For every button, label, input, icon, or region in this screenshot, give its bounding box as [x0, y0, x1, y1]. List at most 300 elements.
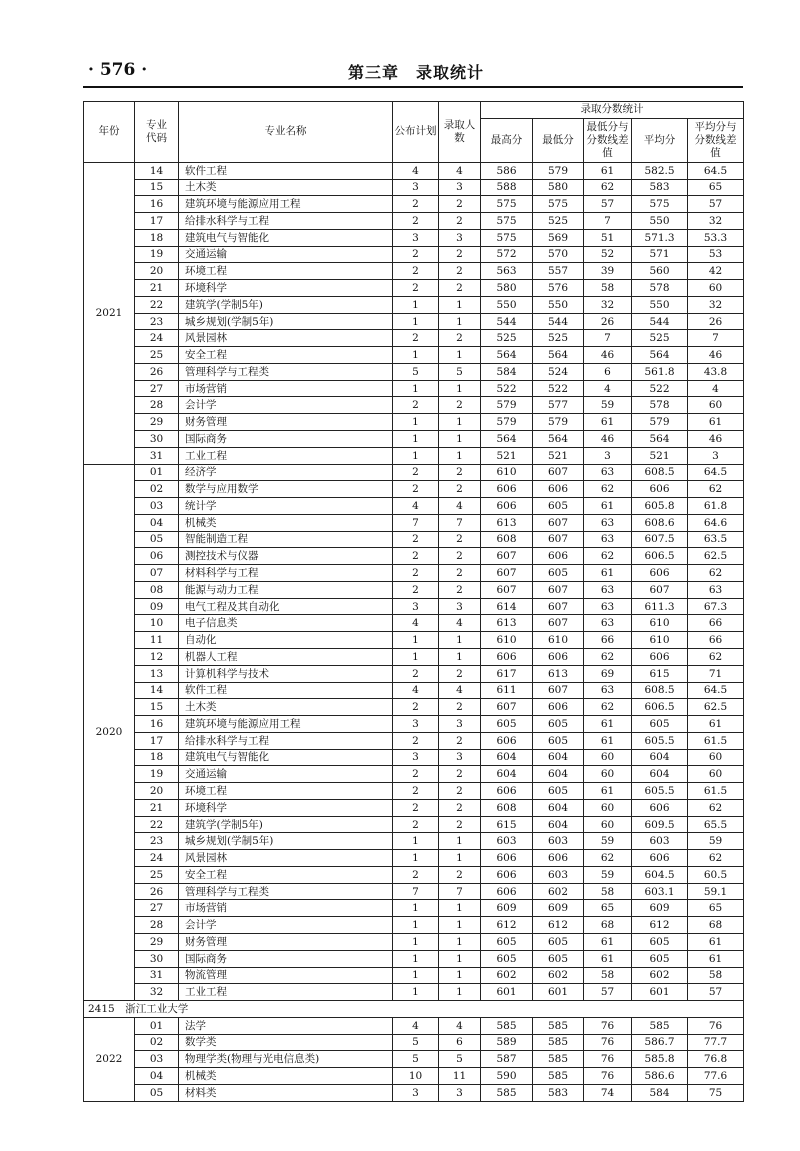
plan-count-cell: 2 [393, 766, 439, 783]
header-rule [83, 86, 743, 88]
avg-gap-cell: 63 [688, 581, 744, 598]
table-row [84, 866, 744, 883]
avg-score-cell: 604 [632, 766, 688, 783]
major-code-cell: 27 [135, 900, 179, 917]
avg-score-cell: 586.6 [632, 1068, 688, 1085]
plan-count-cell: 3 [393, 749, 439, 766]
min-score-cell: 522 [533, 380, 584, 397]
avg-gap-cell: 62 [688, 799, 744, 816]
plan-count-cell: 2 [393, 665, 439, 682]
avg-gap-cell: 76.8 [688, 1051, 744, 1068]
max-score-cell: 550 [481, 296, 533, 313]
major-code-cell: 24 [135, 330, 179, 347]
max-score-cell: 605 [481, 716, 533, 733]
min-score-cell: 607 [533, 581, 584, 598]
plan-count-cell: 2 [393, 263, 439, 280]
major-name-cell: 建筑电气与智能化 [179, 749, 393, 766]
admitted-count-cell: 1 [439, 380, 481, 397]
min-score-cell: 585 [533, 1068, 584, 1085]
plan-count-cell: 2 [393, 732, 439, 749]
avg-score-cell: 606.5 [632, 548, 688, 565]
avg-score-cell: 560 [632, 263, 688, 280]
table-row [84, 615, 744, 632]
avg-gap-cell: 75 [688, 1084, 744, 1101]
avg-gap-cell: 53.3 [688, 229, 744, 246]
max-score-cell: 604 [481, 749, 533, 766]
table-row [84, 1017, 744, 1034]
table-row [84, 665, 744, 682]
min-gap-cell: 76 [584, 1017, 632, 1034]
major-name-cell: 软件工程 [179, 682, 393, 699]
major-code-cell: 30 [135, 950, 179, 967]
major-code-cell: 15 [135, 699, 179, 716]
admitted-count-cell: 7 [439, 883, 481, 900]
avg-score-cell: 584 [632, 1084, 688, 1101]
max-score-cell: 612 [481, 917, 533, 934]
admitted-count-cell: 2 [439, 280, 481, 297]
plan-count-cell: 1 [393, 632, 439, 649]
plan-count-cell: 4 [393, 682, 439, 699]
max-score-cell: 580 [481, 280, 533, 297]
major-name-cell: 土木类 [179, 179, 393, 196]
plan-count-cell: 10 [393, 1068, 439, 1085]
major-code-cell: 01 [135, 464, 179, 481]
major-code-cell: 18 [135, 229, 179, 246]
table-row [84, 280, 744, 297]
table-row [84, 883, 744, 900]
min-score-cell: 570 [533, 246, 584, 263]
plan-count-cell: 2 [393, 213, 439, 230]
min-score-cell: 521 [533, 447, 584, 464]
admitted-count-cell: 2 [439, 330, 481, 347]
table-row [84, 481, 744, 498]
table-row [84, 749, 744, 766]
admitted-count-cell: 1 [439, 447, 481, 464]
min-score-cell: 569 [533, 229, 584, 246]
min-score-cell: 604 [533, 799, 584, 816]
min-score-cell: 524 [533, 363, 584, 380]
major-code-cell: 14 [135, 162, 179, 179]
max-score-cell: 584 [481, 363, 533, 380]
avg-gap-cell: 62 [688, 648, 744, 665]
avg-score-cell: 610 [632, 615, 688, 632]
admitted-count-cell: 3 [439, 598, 481, 615]
major-code-cell: 22 [135, 816, 179, 833]
page-number: · 576 · [88, 60, 148, 80]
major-code-cell: 25 [135, 347, 179, 364]
col-header-admitted: 录取人数 [439, 102, 481, 163]
admitted-count-cell: 1 [439, 414, 481, 431]
avg-score-cell: 606 [632, 850, 688, 867]
major-code-cell: 31 [135, 447, 179, 464]
major-name-cell: 工业工程 [179, 984, 393, 1001]
min-score-cell: 544 [533, 313, 584, 330]
table-row [84, 984, 744, 1001]
table-row [84, 699, 744, 716]
major-code-cell: 23 [135, 313, 179, 330]
max-score-cell: 606 [481, 883, 533, 900]
plan-count-cell: 1 [393, 380, 439, 397]
min-score-cell: 577 [533, 397, 584, 414]
major-code-cell: 26 [135, 883, 179, 900]
min-gap-cell: 3 [584, 447, 632, 464]
min-score-cell: 564 [533, 431, 584, 448]
admitted-count-cell: 2 [439, 783, 481, 800]
plan-count-cell: 2 [393, 799, 439, 816]
major-code-cell: 29 [135, 414, 179, 431]
max-score-cell: 564 [481, 347, 533, 364]
admitted-count-cell: 1 [439, 296, 481, 313]
major-name-cell: 安全工程 [179, 866, 393, 883]
max-score-cell: 521 [481, 447, 533, 464]
min-score-cell: 607 [533, 514, 584, 531]
max-score-cell: 575 [481, 213, 533, 230]
table-row [84, 514, 744, 531]
table-row [84, 162, 744, 179]
max-score-cell: 607 [481, 699, 533, 716]
plan-count-cell: 3 [393, 716, 439, 733]
max-score-cell: 579 [481, 397, 533, 414]
admitted-count-cell: 3 [439, 1084, 481, 1101]
plan-count-cell: 1 [393, 900, 439, 917]
major-code-cell: 07 [135, 565, 179, 582]
table-row [84, 967, 744, 984]
major-name-cell: 软件工程 [179, 162, 393, 179]
min-score-cell: 602 [533, 883, 584, 900]
table-row [84, 716, 744, 733]
min-gap-cell: 60 [584, 766, 632, 783]
plan-count-cell: 7 [393, 883, 439, 900]
min-gap-cell: 63 [584, 514, 632, 531]
major-code-cell: 06 [135, 548, 179, 565]
min-score-cell: 585 [533, 1051, 584, 1068]
major-code-cell: 28 [135, 917, 179, 934]
min-gap-cell: 59 [584, 866, 632, 883]
min-score-cell: 605 [533, 933, 584, 950]
plan-count-cell: 1 [393, 950, 439, 967]
avg-score-cell: 610 [632, 632, 688, 649]
avg-gap-cell: 7 [688, 330, 744, 347]
admitted-count-cell: 1 [439, 917, 481, 934]
min-score-cell: 585 [533, 1034, 584, 1051]
major-code-cell: 01 [135, 1017, 179, 1034]
avg-score-cell: 605 [632, 933, 688, 950]
major-code-cell: 11 [135, 632, 179, 649]
max-score-cell: 614 [481, 598, 533, 615]
admitted-count-cell: 2 [439, 565, 481, 582]
avg-score-cell: 603 [632, 833, 688, 850]
min-score-cell: 557 [533, 263, 584, 280]
avg-gap-cell: 76 [688, 1017, 744, 1034]
table-row [84, 380, 744, 397]
plan-count-cell: 2 [393, 397, 439, 414]
col-header-min-gap: 最低分与分数线差值 [584, 118, 632, 162]
major-name-cell: 国际商务 [179, 431, 393, 448]
min-gap-cell: 65 [584, 900, 632, 917]
admitted-count-cell: 4 [439, 162, 481, 179]
major-name-cell: 经济学 [179, 464, 393, 481]
major-name-cell: 物流管理 [179, 967, 393, 984]
table-row [84, 598, 744, 615]
min-gap-cell: 58 [584, 883, 632, 900]
admitted-count-cell: 2 [439, 213, 481, 230]
avg-score-cell: 605 [632, 950, 688, 967]
max-score-cell: 544 [481, 313, 533, 330]
max-score-cell: 589 [481, 1034, 533, 1051]
min-gap-cell: 76 [584, 1051, 632, 1068]
min-gap-cell: 68 [584, 917, 632, 934]
major-code-cell: 14 [135, 682, 179, 699]
max-score-cell: 602 [481, 967, 533, 984]
min-score-cell: 579 [533, 414, 584, 431]
max-score-cell: 606 [481, 783, 533, 800]
min-score-cell: 601 [533, 984, 584, 1001]
major-name-cell: 机械类 [179, 514, 393, 531]
avg-gap-cell: 59 [688, 833, 744, 850]
admitted-count-cell: 4 [439, 682, 481, 699]
table-row [84, 682, 744, 699]
table-row [84, 179, 744, 196]
max-score-cell: 585 [481, 1017, 533, 1034]
table-row [84, 732, 744, 749]
major-code-cell: 16 [135, 716, 179, 733]
major-code-cell: 24 [135, 850, 179, 867]
admitted-count-cell: 2 [439, 866, 481, 883]
avg-gap-cell: 65 [688, 179, 744, 196]
plan-count-cell: 5 [393, 363, 439, 380]
min-gap-cell: 69 [584, 665, 632, 682]
university-section-row [84, 1001, 744, 1018]
max-score-cell: 572 [481, 246, 533, 263]
major-code-cell: 17 [135, 732, 179, 749]
avg-gap-cell: 66 [688, 615, 744, 632]
major-name-cell: 物理学类(物理与光电信息类) [179, 1051, 393, 1068]
plan-count-cell: 2 [393, 280, 439, 297]
plan-count-cell: 3 [393, 1084, 439, 1101]
avg-gap-cell: 61 [688, 716, 744, 733]
min-score-cell: 605 [533, 565, 584, 582]
major-code-cell: 15 [135, 179, 179, 196]
avg-score-cell: 578 [632, 280, 688, 297]
major-code-cell: 02 [135, 1034, 179, 1051]
table-row [84, 816, 744, 833]
avg-gap-cell: 57 [688, 196, 744, 213]
table-row [84, 950, 744, 967]
plan-count-cell: 5 [393, 1034, 439, 1051]
min-gap-cell: 62 [584, 699, 632, 716]
table-row [84, 330, 744, 347]
min-gap-cell: 61 [584, 950, 632, 967]
admitted-count-cell: 2 [439, 699, 481, 716]
max-score-cell: 608 [481, 799, 533, 816]
major-code-cell: 21 [135, 799, 179, 816]
major-name-cell: 城乡规划(学制5年) [179, 313, 393, 330]
plan-count-cell: 1 [393, 296, 439, 313]
major-name-cell: 电气工程及其自动化 [179, 598, 393, 615]
min-score-cell: 607 [533, 598, 584, 615]
min-gap-cell: 62 [584, 548, 632, 565]
avg-score-cell: 521 [632, 447, 688, 464]
avg-score-cell: 606 [632, 648, 688, 665]
col-header-max: 最高分 [481, 118, 533, 162]
admission-table [83, 101, 744, 1102]
plan-count-cell: 2 [393, 531, 439, 548]
major-name-cell: 交通运输 [179, 766, 393, 783]
avg-gap-cell: 71 [688, 665, 744, 682]
col-header-min: 最低分 [533, 118, 584, 162]
min-score-cell: 604 [533, 749, 584, 766]
plan-count-cell: 2 [393, 699, 439, 716]
admitted-count-cell: 3 [439, 749, 481, 766]
max-score-cell: 606 [481, 498, 533, 515]
table-row [84, 850, 744, 867]
avg-score-cell: 564 [632, 431, 688, 448]
major-name-cell: 管理科学与工程类 [179, 363, 393, 380]
major-name-cell: 智能制造工程 [179, 531, 393, 548]
min-score-cell: 575 [533, 196, 584, 213]
avg-gap-cell: 60.5 [688, 866, 744, 883]
min-gap-cell: 63 [584, 682, 632, 699]
admitted-count-cell: 4 [439, 615, 481, 632]
max-score-cell: 606 [481, 732, 533, 749]
major-name-cell: 环境工程 [179, 263, 393, 280]
min-score-cell: 607 [533, 615, 584, 632]
admitted-count-cell: 4 [439, 1017, 481, 1034]
admitted-count-cell: 1 [439, 313, 481, 330]
admitted-count-cell: 3 [439, 179, 481, 196]
avg-score-cell: 605.5 [632, 732, 688, 749]
avg-gap-cell: 61 [688, 933, 744, 950]
min-gap-cell: 60 [584, 749, 632, 766]
major-name-cell: 建筑电气与智能化 [179, 229, 393, 246]
table-row [84, 900, 744, 917]
major-name-cell: 数学类 [179, 1034, 393, 1051]
min-score-cell: 606 [533, 648, 584, 665]
plan-count-cell: 7 [393, 514, 439, 531]
max-score-cell: 605 [481, 950, 533, 967]
major-name-cell: 管理科学与工程类 [179, 883, 393, 900]
min-score-cell: 605 [533, 498, 584, 515]
plan-count-cell: 2 [393, 196, 439, 213]
min-gap-cell: 63 [584, 464, 632, 481]
avg-gap-cell: 26 [688, 313, 744, 330]
table-row [84, 246, 744, 263]
plan-count-cell: 1 [393, 850, 439, 867]
major-code-cell: 20 [135, 263, 179, 280]
admitted-count-cell: 2 [439, 196, 481, 213]
table-body [84, 162, 744, 1101]
admitted-count-cell: 2 [439, 246, 481, 263]
major-name-cell: 材料科学与工程 [179, 565, 393, 582]
admitted-count-cell: 2 [439, 581, 481, 598]
max-score-cell: 610 [481, 632, 533, 649]
col-header-year: 年份 [84, 102, 135, 163]
avg-gap-cell: 53 [688, 246, 744, 263]
admitted-count-cell: 7 [439, 514, 481, 531]
avg-gap-cell: 3 [688, 447, 744, 464]
plan-count-cell: 4 [393, 1017, 439, 1034]
avg-gap-cell: 32 [688, 296, 744, 313]
col-header-major-name: 专业名称 [179, 102, 393, 163]
admitted-count-cell: 2 [439, 799, 481, 816]
avg-gap-cell: 62 [688, 565, 744, 582]
min-score-cell: 603 [533, 833, 584, 850]
plan-count-cell: 3 [393, 598, 439, 615]
table-row [84, 464, 744, 481]
max-score-cell: 607 [481, 548, 533, 565]
avg-score-cell: 585 [632, 1017, 688, 1034]
major-name-cell: 市场营销 [179, 380, 393, 397]
major-code-cell: 26 [135, 363, 179, 380]
min-gap-cell: 61 [584, 716, 632, 733]
avg-score-cell: 522 [632, 380, 688, 397]
avg-gap-cell: 57 [688, 984, 744, 1001]
avg-gap-cell: 59.1 [688, 883, 744, 900]
min-score-cell: 564 [533, 347, 584, 364]
plan-count-cell: 2 [393, 246, 439, 263]
major-code-cell: 03 [135, 498, 179, 515]
table-row [84, 431, 744, 448]
major-code-cell: 20 [135, 783, 179, 800]
year-cell: 2020 [84, 464, 135, 1001]
table-row [84, 548, 744, 565]
avg-score-cell: 561.8 [632, 363, 688, 380]
avg-gap-cell: 61.5 [688, 732, 744, 749]
avg-score-cell: 564 [632, 347, 688, 364]
avg-score-cell: 585.8 [632, 1051, 688, 1068]
major-name-cell: 国际商务 [179, 950, 393, 967]
max-score-cell: 579 [481, 414, 533, 431]
plan-count-cell: 1 [393, 431, 439, 448]
min-gap-cell: 74 [584, 1084, 632, 1101]
min-score-cell: 525 [533, 213, 584, 230]
min-gap-cell: 62 [584, 648, 632, 665]
min-gap-cell: 63 [584, 531, 632, 548]
major-name-cell: 土木类 [179, 699, 393, 716]
admitted-count-cell: 1 [439, 950, 481, 967]
admitted-count-cell: 5 [439, 1051, 481, 1068]
min-gap-cell: 58 [584, 967, 632, 984]
major-name-cell: 计算机科学与技术 [179, 665, 393, 682]
max-score-cell: 525 [481, 330, 533, 347]
table-row [84, 531, 744, 548]
max-score-cell: 564 [481, 431, 533, 448]
table-row [84, 648, 744, 665]
admitted-count-cell: 2 [439, 816, 481, 833]
min-gap-cell: 61 [584, 162, 632, 179]
table-row [84, 397, 744, 414]
max-score-cell: 588 [481, 179, 533, 196]
min-score-cell: 525 [533, 330, 584, 347]
admitted-count-cell: 2 [439, 548, 481, 565]
major-name-cell: 建筑环境与能源应用工程 [179, 716, 393, 733]
avg-score-cell: 609 [632, 900, 688, 917]
avg-score-cell: 606 [632, 481, 688, 498]
min-gap-cell: 7 [584, 213, 632, 230]
avg-score-cell: 582.5 [632, 162, 688, 179]
chapter-title: 第三章 录取统计 [348, 63, 485, 82]
major-code-cell: 02 [135, 481, 179, 498]
avg-gap-cell: 58 [688, 967, 744, 984]
major-code-cell: 21 [135, 280, 179, 297]
major-code-cell: 19 [135, 246, 179, 263]
plan-count-cell: 2 [393, 464, 439, 481]
major-code-cell: 23 [135, 833, 179, 850]
plan-count-cell: 2 [393, 581, 439, 598]
major-name-cell: 建筑学(学制5年) [179, 816, 393, 833]
min-gap-cell: 51 [584, 229, 632, 246]
admitted-count-cell: 1 [439, 833, 481, 850]
